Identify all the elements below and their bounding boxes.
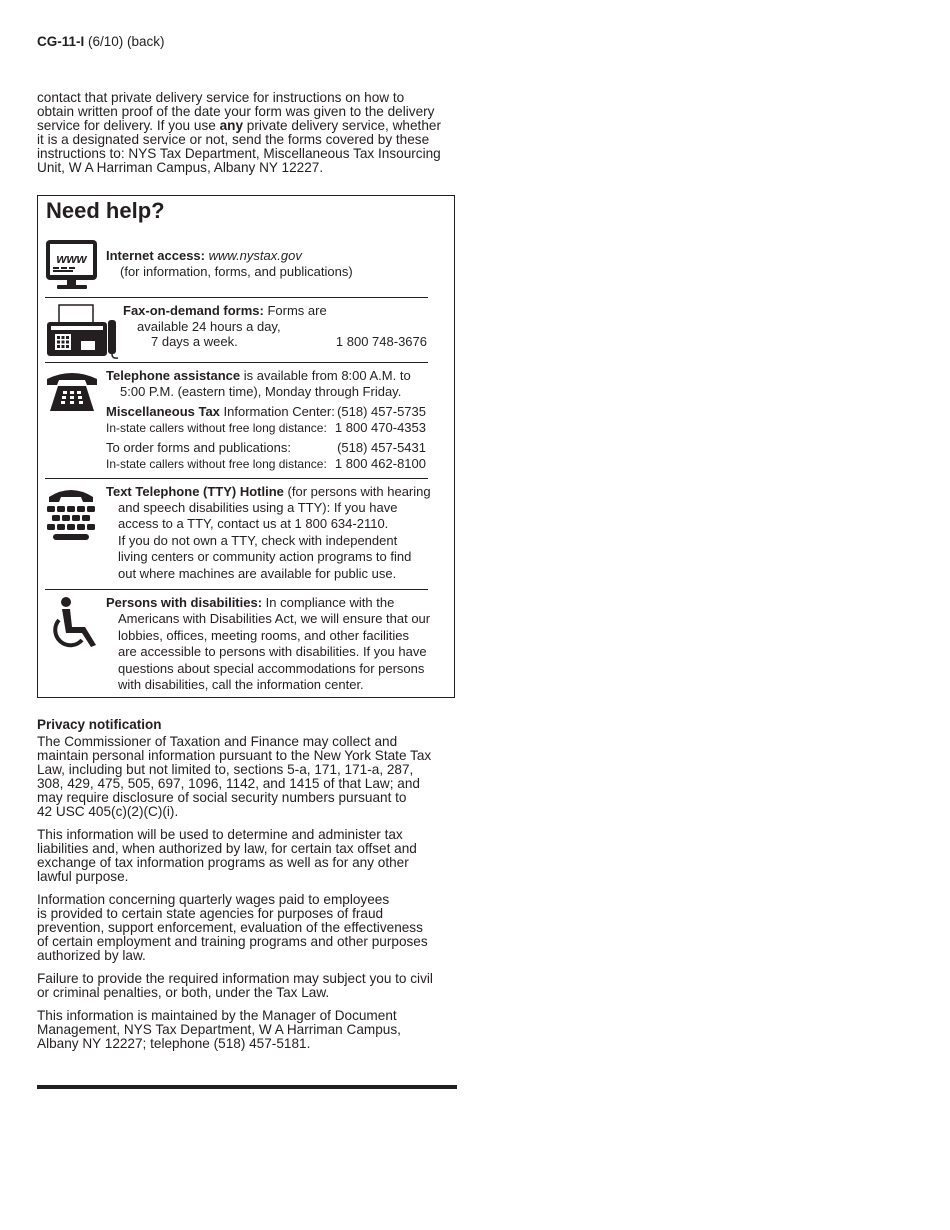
fax-line-3: 7 days a week. (151, 334, 238, 349)
instate-phone-1: 1 800 470-4353 (334, 420, 426, 435)
divider (45, 478, 428, 479)
internet-access-sub: (for information, forms, and publications) (120, 264, 353, 279)
privacy-line: Law, including but not limited to, sections 5-a, 171, 171-a, 287, (37, 762, 414, 777)
privacy-line: 42 USC 405(c)(2)(C)(i). (37, 804, 179, 819)
fax-machine-icon (45, 304, 123, 360)
privacy-line: liabilities and, when authorized by law, for certain tax offset and (37, 841, 417, 856)
tty-phone-icon (45, 485, 101, 545)
instate-callers-2: In-state callers without free long distance: (106, 457, 327, 471)
privacy-paragraph-5 (37, 1009, 462, 1051)
internet-access-line: Internet access: www.nystax.gov (106, 248, 302, 263)
privacy-line: 308, 429, 475, 505, 697, 1096, 1142, and 1415 of that Law; and (37, 776, 420, 791)
intro-line: it is a designated service or not, send the forms covered by these (37, 132, 430, 147)
privacy-line: maintain personal information pursuant to the New York State Tax (37, 748, 432, 763)
intro-line: Unit, W A Harriman Campus, Albany NY 12227. (37, 160, 324, 175)
intro-line: obtain written proof of the date your form was given to the delivery (37, 104, 435, 119)
instate-phone-2: 1 800 462-8100 (334, 456, 426, 471)
privacy-heading: Privacy notification (37, 717, 162, 732)
privacy-paragraph-1 (37, 735, 462, 819)
bottom-rule (37, 1085, 457, 1089)
privacy-line: lawful purpose. (37, 869, 129, 884)
intro-line: instructions to: NYS Tax Department, Miscellaneous Tax Insourcing (37, 146, 441, 161)
intro-line: contact that private delivery service for instructions on how to (37, 90, 405, 105)
disabilities-line-5: questions about special accommodations for persons (118, 661, 425, 676)
telephone-icon (45, 370, 99, 412)
tty-line-2: and speech disabilities using a TTY): If you have (118, 500, 398, 515)
disabilities-line-4: are accessible to persons with disabilities. If you have (118, 644, 427, 659)
privacy-paragraph-2 (37, 828, 462, 884)
tty-line-5: living centers or community action programs to find (118, 549, 412, 564)
privacy-line: may require disclosure of social security numbers pursuant to (37, 790, 407, 805)
fax-phone: 1 800 748-3676 (335, 334, 427, 349)
disabilities-line-2: Americans with Disabilities Act, we will ensure that our (118, 611, 431, 626)
fax-line-2: available 24 hours a day, (137, 319, 281, 334)
divider (45, 362, 428, 363)
privacy-paragraph-3 (37, 893, 462, 963)
disabilities-line-6: with disabilities, call the information center. (118, 677, 364, 692)
privacy-line: This information is maintained by the Manager of Document (37, 1008, 397, 1023)
form-header (37, 34, 165, 49)
privacy-line: This information will be used to determine and administer tax (37, 827, 403, 842)
disabilities-line-3: lobbies, offices, meeting rooms, and other facilities (118, 628, 409, 643)
privacy-line: Information concerning quarterly wages paid to employees (37, 892, 390, 907)
telephone-line-1: Telephone assistance is available from 8:00 A.M. to (106, 368, 411, 383)
misc-tax-phone: (518) 457-5735 (337, 404, 426, 419)
privacy-line: The Commissioner of Taxation and Finance may collect and (37, 734, 398, 749)
divider (45, 297, 428, 298)
tty-line-3: access to a TTY, contact us at 1 800 634-2110. (118, 516, 389, 531)
privacy-paragraph-4 (37, 972, 462, 1000)
intro-line: service for delivery. If you use any private delivery service, whether (37, 118, 441, 133)
privacy-line: Failure to provide the required information may subject you to civil (37, 971, 433, 986)
tty-line-1: Text Telephone (TTY) Hotline (for persons with hearing (106, 484, 431, 499)
wheelchair-icon (45, 596, 101, 652)
computer-monitor-icon (45, 238, 99, 292)
privacy-line: prevention, support enforcement, evaluation of the effectiveness (37, 920, 423, 935)
order-forms-phone: (518) 457-5431 (337, 440, 426, 455)
need-help-title: Need help? (46, 198, 165, 223)
disabilities-line-1: Persons with disabilities: In compliance with the (106, 595, 395, 610)
fax-line-1: Fax-on-demand forms: Forms are (123, 303, 327, 318)
privacy-line: exchange of tax information programs as well as for any other (37, 855, 409, 870)
order-forms-line: To order forms and publications: (106, 440, 291, 455)
www-icon-text: www (56, 251, 87, 266)
privacy-line: of certain employment and training programs and other purposes (37, 934, 428, 949)
privacy-line: is provided to certain state agencies for purposes of fraud (37, 906, 384, 921)
form-revision: (6/10) (back) (88, 34, 165, 49)
form-id: CG-11-I (37, 34, 85, 49)
divider (45, 589, 428, 590)
tty-line-6: out where machines are available for public use. (118, 566, 397, 581)
instate-callers-1: In-state callers without free long distance: (106, 421, 327, 435)
privacy-line: or criminal penalties, or both, under the Tax Law. (37, 985, 330, 1000)
privacy-line: Albany NY 12227; telephone (518) 457-5181. (37, 1036, 311, 1051)
intro-paragraph (37, 91, 462, 175)
privacy-line: Management, NYS Tax Department, W A Harriman Campus, (37, 1022, 401, 1037)
privacy-line: authorized by law. (37, 948, 146, 963)
telephone-line-2: 5:00 P.M. (eastern time), Monday through Friday. (120, 384, 402, 399)
nystax-url[interactable]: www.nystax.gov (208, 248, 302, 263)
misc-tax-line: Miscellaneous Tax Information Center: (106, 404, 335, 419)
tty-line-4: If you do not own a TTY, check with independent (118, 533, 398, 548)
